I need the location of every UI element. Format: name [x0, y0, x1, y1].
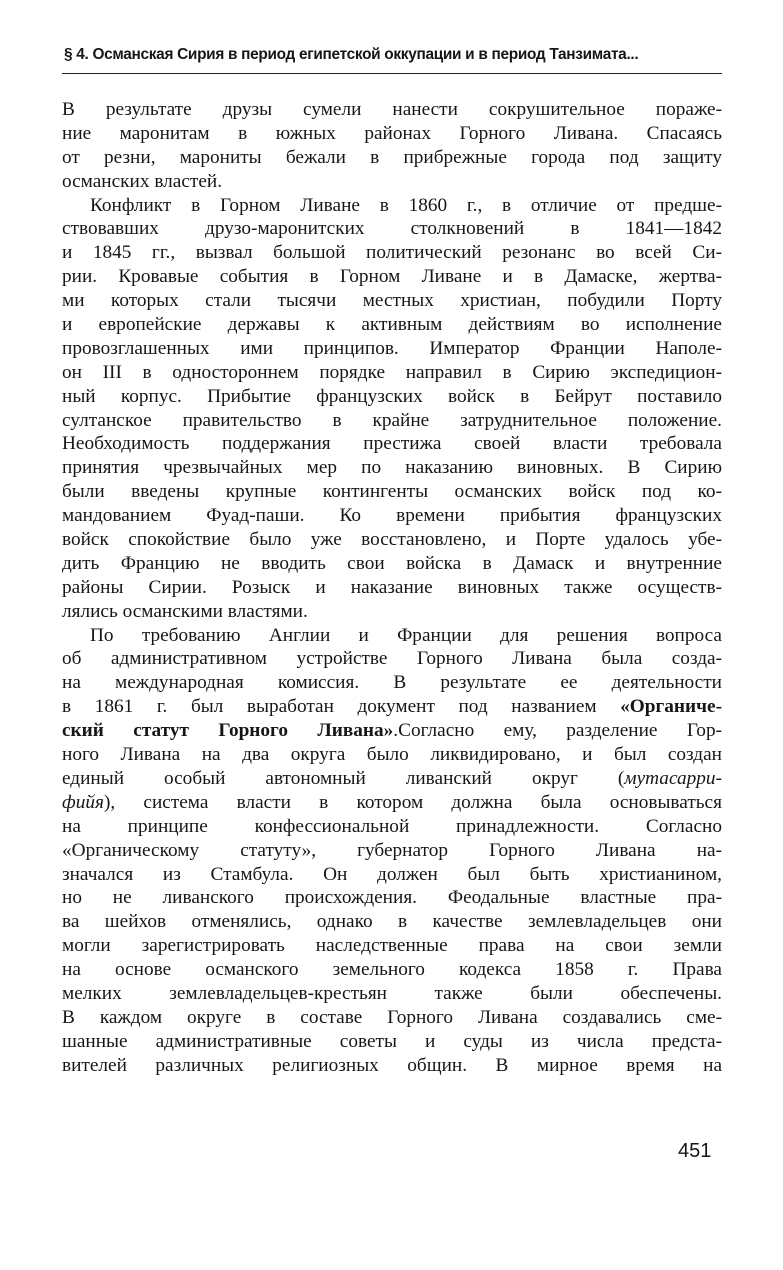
- text-line: «Органическому статуту», губернатор Горного Ливана на-: [62, 839, 722, 861]
- text-line: и 1845 гг., вызвал большой политический резонанс во всей Си-: [62, 242, 722, 264]
- text-line: на основе османского земельного кодекса 1858 г. Права: [62, 959, 722, 981]
- text-line: османских властей.: [62, 170, 223, 192]
- text-line: [62, 791, 722, 815]
- text-line: были введены крупные контингенты османских войск под ко-: [62, 481, 722, 503]
- text-run: ), система власти в котором должна была основываться: [103, 791, 722, 813]
- text-line: значался из Стамбула. Он должен был быть христианином,: [62, 863, 722, 885]
- text-line: По требованию Англии и Франции для решения вопроса: [90, 624, 722, 646]
- text-line: могли зарегистрировать наследственные права на свои земли: [62, 935, 722, 957]
- text-line: шанные административные советы и суды из числа предста-: [62, 1030, 722, 1052]
- text-line: он III в одностороннем порядке направил в Сирию экспедицион-: [62, 361, 722, 383]
- text-line: вителей различных религиозных общин. В мирное время на: [62, 1054, 722, 1076]
- page-body: [62, 98, 722, 1078]
- text-run: .Согласно ему, разделение Гор-: [393, 720, 722, 742]
- text-line: лялись османскими властями.: [62, 600, 308, 622]
- text-line: [62, 719, 722, 743]
- paragraph-3: [62, 624, 722, 1078]
- text-line: войск спокойствие было уже восстановлено, и Порте удалось убе-: [62, 529, 722, 551]
- text-line: ва шейхов отменялись, однако в качестве землевладельцев они: [62, 911, 722, 933]
- text-line: районы Сирии. Розыск и наказание виновных также осуществ-: [62, 576, 722, 598]
- text-line: мелких землевладельцев-крестьян также были обеспечены.: [62, 982, 722, 1004]
- text-line: ствовавших друзо-маронитских столкновений в 1841—1842: [62, 218, 722, 240]
- running-head: § 4. Османская Сирия в период египетской оккупации и в период Танзимата...: [64, 46, 639, 63]
- text-line: мандованием Фуад-паши. Ко времени прибытия французских: [62, 505, 722, 527]
- text-line: ми которых стали тысячи местных христиан, побудили Порту: [62, 290, 722, 312]
- text-line: султанское правительство в крайне затруднительное положение.: [62, 409, 722, 431]
- text-line: [62, 695, 722, 719]
- text-line: и европейские державы к активным действиям во исполнение: [62, 314, 722, 336]
- text-line: ного Ливана на два округа было ликвидировано, и был создан: [62, 744, 722, 766]
- text-line: ный корпус. Прибытие французских войск в Бейрут поставило: [62, 385, 722, 407]
- text-line: на принципе конфессиональной принадлежности. Согласно: [62, 815, 722, 837]
- text-line: ние маронитам в южных районах Горного Ливана. Спасаясь: [62, 122, 722, 144]
- text-line: В каждом округе в составе Горного Ливана создавались сме-: [62, 1006, 722, 1028]
- text-line: провозглашенных ими принципов. Император Франции Наполе-: [62, 337, 722, 359]
- text-line: на международная комиссия. В результате ее деятельности: [62, 672, 722, 694]
- document-title-bold: «Органиче-: [620, 696, 722, 718]
- text-line: дить Францию не вводить свои войска в Дамаск и внутренние: [62, 552, 722, 574]
- paragraph-1: [62, 98, 722, 194]
- text-line: Конфликт в Горном Ливане в 1860 г., в отличие от предше-: [90, 194, 722, 216]
- term-italic: мутасарри-: [624, 767, 722, 789]
- text-line: Необходимость поддержания престижа своей власти требовала: [62, 433, 722, 455]
- term-italic: фийя: [62, 791, 104, 813]
- text-line: принятия чрезвычайных мер по наказанию виновных. В Сирию: [62, 457, 722, 479]
- document-title-bold: ский статут Горного Ливана»: [62, 720, 394, 742]
- paragraph-2: [62, 194, 722, 624]
- text-line: об административном устройстве Горного Ливана была созда-: [62, 648, 722, 670]
- text-line: [62, 767, 722, 791]
- page-number: 451: [678, 1140, 712, 1162]
- text-line: от резни, марониты бежали в прибрежные города под защиту: [62, 146, 722, 168]
- text-line: рии. Кровавые события в Горном Ливане и в Дамаске, жертва-: [62, 266, 722, 288]
- text-line: но не ливанского происхождения. Феодальные властные пра-: [62, 887, 722, 909]
- text-run: единый особый автономный ливанский округ (: [62, 767, 625, 789]
- text-run: в 1861 г. был выработан документ под названием: [62, 696, 621, 718]
- header-rule: [62, 73, 722, 74]
- text-line: В результате друзы сумели нанести сокрушительное пораже-: [62, 99, 722, 120]
